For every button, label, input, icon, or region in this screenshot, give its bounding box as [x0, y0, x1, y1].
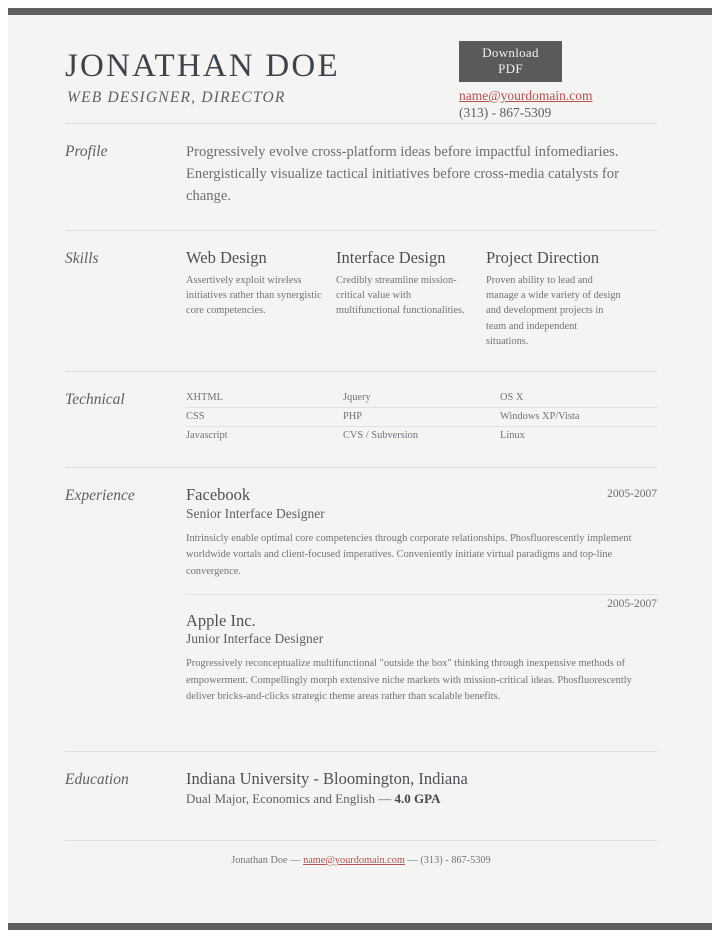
table-cell: OS X — [500, 389, 657, 408]
resume-sheet — [8, 15, 712, 923]
section-label-education: Education — [65, 770, 129, 788]
experience-entry — [186, 594, 657, 705]
section-label-skills: Skills — [65, 249, 99, 267]
table-cell: CSS — [186, 408, 343, 427]
skill-column — [336, 248, 486, 350]
spacer-technical — [65, 445, 657, 467]
section-technical — [65, 372, 657, 445]
section-body-experience — [186, 485, 657, 704]
table-cell: Linux — [500, 430, 525, 442]
table-cell: Windows XP/Vista — [500, 408, 657, 427]
table-cell: CVS / Subversion — [343, 430, 419, 442]
table-cell: Javascript — [186, 430, 228, 442]
profile-text: Progressively evolve cross-platform ideas before impactful infomediaries. Energistically visualize tactical initiatives before cross-media catalysts for change. — [186, 144, 619, 205]
header-contact-block — [457, 41, 657, 121]
section-experience — [65, 468, 657, 704]
footer — [65, 841, 657, 866]
header-phone: (313) - 867-5309 — [459, 105, 552, 120]
skill-description: Assertively exploit wireless initiatives rather than synergistic core competencies. — [186, 274, 322, 317]
experience-role: Senior Interface Designer — [186, 506, 325, 522]
education-major: Dual Major, Economics and English — — [186, 790, 395, 806]
footer-email-link[interactable]: name@yourdomain.com — [303, 854, 405, 866]
page-title: JONATHAN DOE — [65, 48, 340, 84]
top-rule-bar — [8, 8, 712, 15]
experience-company: Facebook — [186, 485, 251, 505]
resume-content — [65, 41, 657, 866]
section-label-experience: Experience — [65, 487, 135, 505]
experience-description: Intrinsicly enable optimal core competencies through corporate relationships. Phosfluorescently implement worldwide vortals and client-focused imperatives. Conveniently initiate virtual paradigms and top-line convergence. — [186, 533, 632, 577]
skill-description: Credibly streamline mission-critical value with multifunctional functionalities. — [336, 274, 465, 317]
table-row — [186, 389, 657, 408]
section-label-profile: Profile — [65, 143, 108, 160]
education-gpa: 4.0 GPA — [394, 790, 441, 806]
section-skills — [65, 231, 657, 350]
experience-description: Progressively reconceptualize multifunctional "outside the box" thinking through inexpensive methods of empowerment. Compellingly morph extensive niche markets with mission-critical ideas. Phosfluorescently deliver bricks-and-clicks strategic theme areas rather than scalable benefits. — [186, 658, 632, 702]
experience-entry — [186, 485, 657, 579]
download-pdf-button[interactable]: Download PDF — [459, 41, 562, 82]
footer-name: Jonathan Doe — — [231, 854, 304, 866]
header-tagline: WEB DESIGNER, DIRECTOR — [67, 88, 286, 106]
experience-dates: 2005-2007 — [607, 597, 657, 610]
spacer-experience — [65, 705, 657, 751]
experience-dates: 2005-2007 — [607, 488, 657, 501]
resume-header — [65, 41, 657, 123]
spacer-education — [65, 807, 657, 840]
section-body-skills — [186, 248, 657, 350]
skill-description: Proven ability to lead and manage a wide variety of design and development projects in team and independent situations. — [486, 274, 621, 348]
table-row — [186, 427, 657, 446]
skill-column — [186, 248, 336, 350]
education-detail — [186, 791, 657, 807]
skill-title: Web Design — [186, 247, 267, 267]
section-education — [65, 752, 657, 807]
experience-role: Junior Interface Designer — [186, 631, 324, 647]
section-body-profile — [186, 141, 657, 208]
education-school: Indiana University - Bloomington, Indiana — [186, 768, 468, 788]
table-cell: PHP — [343, 408, 500, 427]
section-profile — [65, 124, 657, 208]
technical-table — [186, 389, 657, 445]
bottom-rule-bar — [8, 923, 712, 930]
spacer-profile — [65, 208, 657, 230]
skill-title: Project Direction — [486, 247, 600, 267]
section-body-technical — [186, 389, 657, 445]
table-cell: Jquery — [343, 389, 500, 408]
section-body-education — [186, 769, 657, 807]
footer-phone: — (313) - 867-5309 — [404, 854, 491, 866]
section-label-technical: Technical — [65, 391, 125, 409]
skill-column — [486, 248, 636, 350]
skills-columns — [186, 248, 657, 350]
experience-company: Apple Inc. — [186, 610, 256, 630]
header-email-link[interactable]: name@yourdomain.com — [459, 88, 593, 103]
table-cell: XHTML — [186, 389, 343, 408]
skill-title: Interface Design — [336, 247, 446, 267]
table-row — [186, 408, 657, 427]
spacer-skills — [65, 349, 657, 371]
